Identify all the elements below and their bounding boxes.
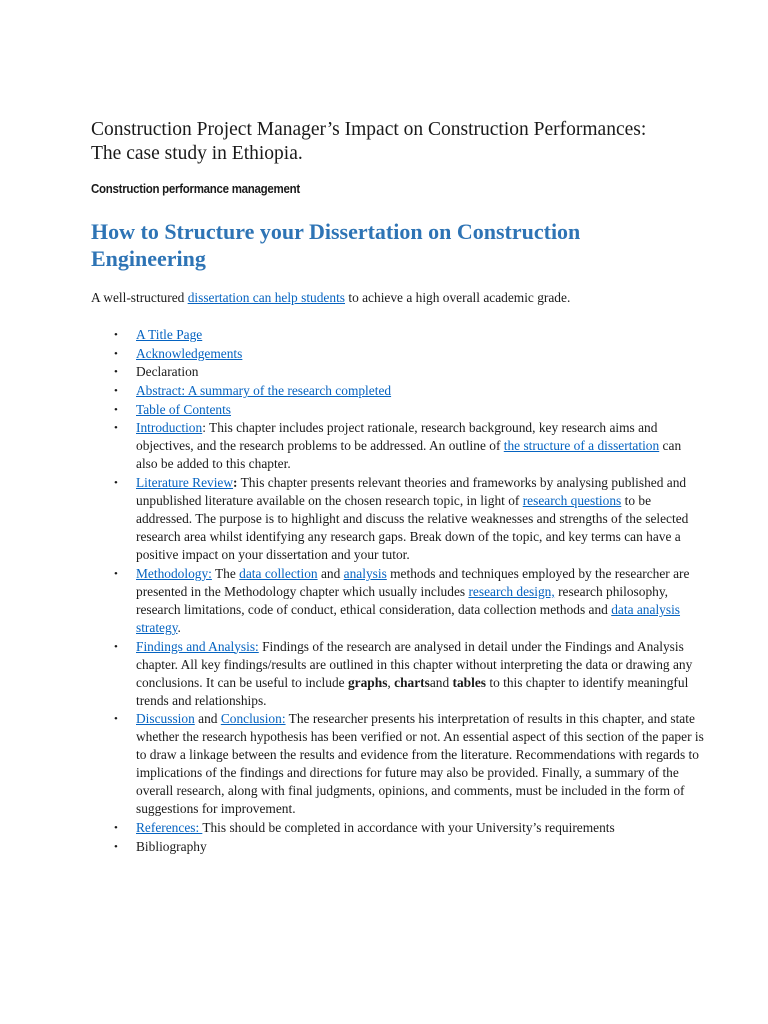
- findings-bold-graphs: graphs: [347, 674, 388, 690]
- structure-list: [112, 326, 706, 856]
- structure-of-dissertation-link[interactable]: the structure of a dissertation: [503, 438, 660, 454]
- bibliography-text: Bibliography: [136, 838, 207, 854]
- list-item-acknowledgements: [114, 345, 706, 363]
- title-page-link[interactable]: A Title Page: [136, 327, 203, 342]
- findings-text-4: to this chapter to identify meaningful trends and relationships.: [136, 674, 689, 708]
- bullet-icon: •: [114, 477, 118, 490]
- bullet-icon: •: [114, 567, 118, 580]
- intro-text-before: A well-structured: [91, 290, 188, 305]
- list-item-declaration: [114, 363, 706, 381]
- abstract-link[interactable]: Abstract: A summary of the research completed: [136, 383, 392, 399]
- bullet-icon: •: [114, 422, 118, 435]
- section-heading-line-1: How to Structure your Dissertation on Construction: [91, 219, 581, 244]
- bullet-icon: •: [114, 385, 118, 398]
- section-heading-line-2: Engineering: [91, 246, 206, 271]
- findings-text-1: Findings of the research are analysed in detail under the Findings and Analysis chapter. All key findings/results are outlined in this chapter without interpreting the data or drawing any conclusions. It can be useful to include: [136, 638, 693, 690]
- document-title-line-2: The case study in Ethiopia.: [91, 143, 303, 164]
- intro-paragraph: [91, 289, 691, 307]
- references-text: This should be completed in accordance with your University’s requirements: [202, 819, 615, 835]
- list-item-references: [114, 819, 706, 837]
- section-subheading: Construction performance management: [91, 182, 300, 196]
- conclusion-link[interactable]: Conclusion:: [220, 711, 286, 727]
- introduction-link[interactable]: Introduction: [136, 420, 203, 436]
- findings-and-analysis-link[interactable]: Findings and Analysis:: [136, 638, 259, 654]
- bullet-icon: •: [114, 403, 118, 416]
- intro-text-after: to achieve a high overall academic grade.: [345, 290, 571, 305]
- list-item-title-page: [114, 326, 706, 344]
- list-item-bibliography: [114, 838, 706, 856]
- introduction-text: : This chapter includes project rationale, research background, key research aims and objectives, and the research problems to be addressed. An outline of: [136, 420, 658, 454]
- list-item-discussion: [114, 710, 706, 818]
- list-item-table-of-contents: [114, 401, 706, 419]
- findings-text-3: and: [429, 674, 453, 690]
- findings-bold-charts: charts: [394, 674, 430, 690]
- analysis-link[interactable]: analysis: [343, 565, 387, 581]
- discussion-link[interactable]: Discussion: [136, 711, 195, 727]
- bullet-icon: •: [114, 840, 118, 853]
- literature-review-text-end: to be addressed. The purpose is to highlight and discuss the relative weaknesses and strengths of the selected research area whilst identifying any research gaps. Break down of the topic, and key terms can have a positive impact on your dissertation and your tutor.: [136, 493, 689, 563]
- dissertation-link[interactable]: dissertation can help students: [187, 290, 345, 305]
- list-item-methodology: [114, 565, 706, 637]
- list-item-abstract: [114, 382, 706, 400]
- methodology-text-3: methods and techniques employed by the researcher are presented in the Methodology chapter which usually includes: [136, 565, 690, 599]
- data-collection-link[interactable]: data collection: [239, 565, 318, 581]
- data-analysis-strategy-link[interactable]: data analysis strategy: [136, 601, 681, 635]
- literature-review-text: This chapter presents relevant theories and frameworks by analysing published and unpublished literature available on the chosen research topic, in light of: [136, 475, 687, 509]
- discussion-text-1: and: [194, 711, 221, 727]
- literature-review-link[interactable]: Literature Review: [136, 475, 234, 491]
- list-item-findings: [114, 638, 706, 710]
- section-heading: [91, 218, 711, 272]
- discussion-text-2: The researcher presents his interpretation of results in this chapter, and state whether the research hypothesis has been verified or not. An essential aspect of this section of the paper is to draw a linkage between the results and evidence from the literature. Recommendations with regards to implications of the findings and directions for future may also be provided. Finally, a summary of the overall research, along with final judgments, opinions, and comments, must be included in the form of suggestions for improvement.: [136, 711, 704, 817]
- introduction-text-end: can also be added to this chapter.: [136, 438, 682, 472]
- findings-text-2: ,: [387, 674, 395, 690]
- methodology-text-4: research philosophy, research limitations, code of conduct, ethical consideration, data collection methods and: [136, 583, 669, 617]
- document-title-line-1: Construction Project Manager’s Impact on Construction Performances:: [91, 119, 647, 140]
- findings-bold-tables: tables: [452, 674, 486, 690]
- research-design-link[interactable]: research design,: [468, 583, 555, 599]
- methodology-text-2: and: [317, 565, 344, 581]
- methodology-link[interactable]: Methodology:: [136, 565, 212, 581]
- bullet-icon: •: [114, 640, 118, 653]
- methodology-text-5: .: [177, 619, 181, 635]
- list-item-literature-review: [114, 474, 706, 564]
- bullet-icon: •: [114, 329, 118, 341]
- bullet-icon: •: [114, 366, 118, 379]
- list-item-introduction: [114, 419, 706, 473]
- bullet-icon: •: [114, 347, 118, 360]
- declaration-text: Declaration: [136, 364, 199, 380]
- references-link[interactable]: References:: [136, 819, 203, 835]
- literature-review-colon: :: [233, 475, 238, 491]
- table-of-contents-link[interactable]: Table of Contents: [136, 401, 232, 417]
- document-title: [91, 118, 731, 166]
- methodology-text-1: The: [211, 565, 240, 581]
- research-questions-link[interactable]: research questions: [522, 493, 622, 509]
- bullet-icon: •: [114, 713, 118, 726]
- bullet-icon: •: [114, 821, 118, 834]
- acknowledgements-link[interactable]: Acknowledgements: [136, 345, 243, 361]
